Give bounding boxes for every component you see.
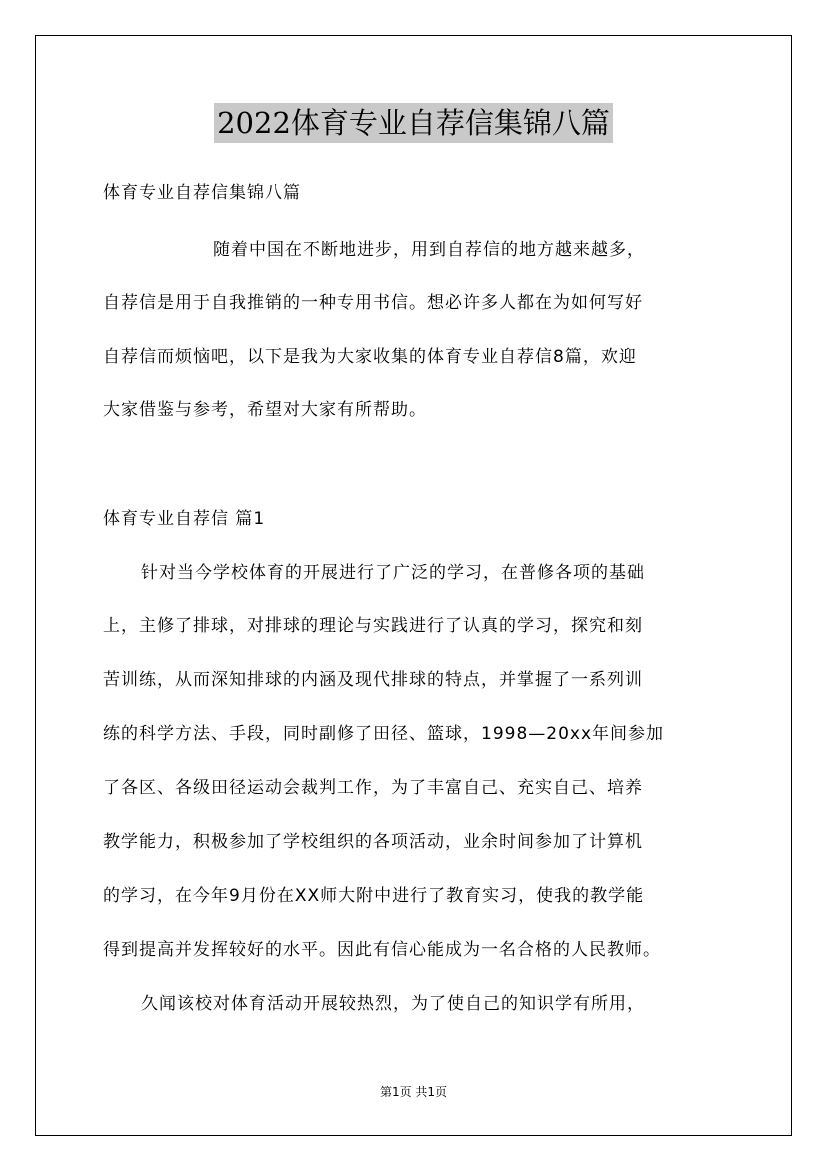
subtitle-line: 体育专业自荐信集锦八篇 bbox=[103, 183, 301, 203]
document-title-text: 2022体育专业自荐信集锦八篇 bbox=[214, 103, 613, 143]
document-title bbox=[0, 103, 827, 145]
paragraph-line: 大家借鉴与参考，希望对大家有所帮助。 bbox=[103, 400, 427, 420]
paragraph-line: 练的科学方法、手段，同时副修了田径、篮球，1998—20xx年间参加 bbox=[103, 724, 665, 744]
page-footer: 第1页 共1页 bbox=[379, 1085, 448, 1099]
paragraph-line: 自荐信是用于自我推销的一种专用书信。想必许多人都在为如何写好 bbox=[103, 293, 643, 313]
paragraph-line: 针对当今学校体育的开展进行了广泛的学习，在普修各项的基础 bbox=[141, 563, 645, 583]
paragraph-line: 了各区、各级田径运动会裁判工作，为了丰富自己、充实自己、培养 bbox=[103, 778, 643, 798]
paragraph-line: 的学习，在今年9月份在XX师大附中进行了教育实习，使我的教学能 bbox=[103, 886, 645, 906]
paragraph-line: 得到提高并发挥较好的水平。因此有信心能成为一名合格的人民教师。 bbox=[103, 940, 661, 960]
paragraph-line: 久闻该校对体育活动开展较热烈，为了使自己的知识学有所用， bbox=[141, 994, 645, 1014]
paragraph-line: 上，主修了排球，对排球的理论与实践进行了认真的学习，探究和刻 bbox=[103, 616, 643, 636]
section-heading: 体育专业自荐信 篇1 bbox=[103, 509, 266, 529]
paragraph-line: 苦训练，从而深知排球的内涵及现代排球的特点，并掌握了一系列训 bbox=[103, 670, 643, 690]
paragraph-line: 教学能力，积极参加了学校组织的各项活动，业余时间参加了计算机 bbox=[103, 832, 643, 852]
paragraph-line: 自荐信而烦恼吧，以下是我为大家收集的体育专业自荐信8篇，欢迎 bbox=[103, 347, 637, 367]
paragraph-line: 随着中国在不断地进步，用到自荐信的地方越来越多， bbox=[213, 240, 645, 260]
